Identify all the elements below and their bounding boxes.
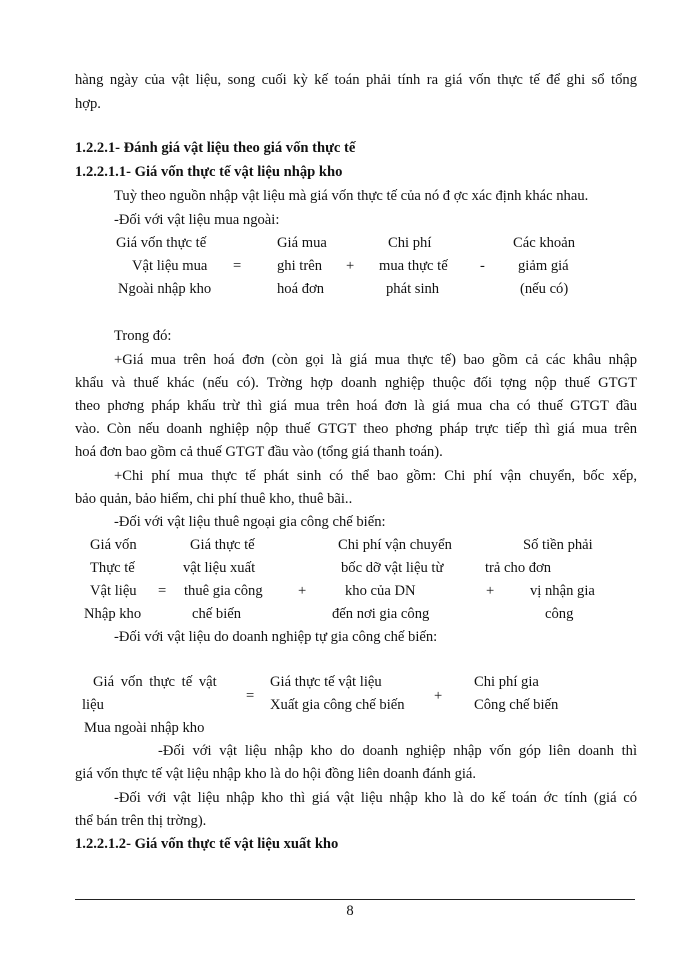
formula-cell: công [545,606,574,622]
formula-cell: Giá thực tế vật liệu [270,674,382,690]
formula-cell: Vật liệu [90,583,137,599]
formula-cell: vật liệu xuất [183,560,256,576]
formula-cell: thuê gia công [184,583,263,599]
formula-cell: Giá mua [277,235,327,251]
section-heading: 1.2.2.1- Đánh giá vật liệu theo giá vốn thực tế [75,140,356,156]
paragraph-line: giá vốn thực tế vật liệu nhập kho là do hội đồng liên doanh đánh giá. [75,766,477,782]
formula-cell: trả cho đơn [485,560,552,576]
paragraph-line: khẩu và thuế khác (nếu có). Trờng hợp doanh nghiệp thuộc đối tợng nộp thuế GTGT [75,375,637,391]
subsection-heading: 1.2.2.1.2- Giá vốn thực tế vật liệu xuất kho [75,836,339,852]
subsection-heading: 1.2.2.1.1- Giá vốn thực tế vật liệu nhập kho [75,164,343,180]
formula-cell: Chi phí gia [474,674,539,690]
equals-sign: = [233,258,242,274]
mua-ngoai-label: -Đối với vật liệu mua ngoài: [114,212,280,228]
formula-cell: Số tiền phải [523,537,593,553]
intro-line-2: hợp. [75,96,101,112]
formula-cell: chế biến [192,606,242,622]
formula-cell: Ngoài nhập kho [118,281,212,297]
formula-cell: Vật liệu mua [132,258,208,274]
formula-cell: phát sinh [386,281,440,297]
formula-cell: Giá vốn [90,537,137,553]
formula-cell: Chi phí [388,235,432,251]
formula-cell: liệu [82,697,104,713]
formula-cell: Chi phí vận chuyển [338,537,452,553]
tu-gia-cong-label: -Đối với vật liệu do doanh nghiệp tự gia công chế biến: [114,629,438,645]
equals-sign: = [246,688,255,704]
plus-sign: + [434,688,443,704]
formula-cell: Giá thực tế [190,537,255,553]
formula-cell: Mua ngoài nhập kho [84,720,205,736]
plus-sign: + [486,583,495,599]
formula-cell: Các khoản [513,235,576,251]
formula-cell: bốc dỡ vật liệu từ [341,560,444,576]
paragraph-line: -Đối với vật liệu nhập kho do doanh nghiệp nhập vốn góp liên doanh thì [158,743,637,759]
paragraph-nguon-nhap: Tuỳ theo nguồn nhập vật liệu mà giá vốn thực tế của nó đ ợc xác định khác nhau. [114,188,589,204]
paragraph-line: bảo quản, bảo hiểm, chi phí thuê kho, thuê bãi.. [75,491,353,507]
paragraph-line: +Giá mua trên hoá đơn (còn gọi là giá mua thực tế) bao gồm cả các khâu nhập [114,352,637,368]
formula-cell: hoá đơn [277,281,325,297]
trong-do-label: Trong đó: [114,328,172,344]
formula-cell: vị nhận gia [530,583,595,599]
formula-cell: ghi trên [277,258,322,274]
minus-sign: - [480,258,485,274]
formula-cell: Công chế biến [474,697,559,713]
formula-cell: Giá vốn thực tế vật [93,674,217,690]
equals-sign: = [158,583,167,599]
thue-ngoai-label: -Đối với vật liệu thuê ngoại gia công chế biến: [114,514,386,530]
formula-cell: kho của DN [345,583,416,599]
page-number: 8 [346,903,354,919]
paragraph-line: vào. Còn nếu doanh nghiệp nộp thuế GTGT theo phơng pháp trực tiếp thì giá mua trên [75,421,637,437]
paragraph-line: thể bán trên thị trờng). [75,813,207,829]
formula-cell: Xuất gia công chế biến [270,697,405,713]
plus-sign: + [298,583,307,599]
formula-cell: mua thực tế [379,258,448,274]
formula-cell: đến nơi gia công [332,606,430,622]
plus-sign: + [346,258,355,274]
formula-cell: Thực tế [90,560,135,576]
formula-cell: Nhập kho [84,606,142,622]
paragraph-line: theo phơng pháp khấu trừ thì giá mua trên hoá đơn là giá mua cha có thuế GTGT đầu [75,398,637,414]
paragraph-line: hoá đơn bao gồm cả thuế GTGT đầu vào (tổng giá thanh toán). [75,444,443,460]
paragraph-line: +Chi phí mua thực tế phát sinh có thể bao gồm: Chi phí vận chuyển, bốc xếp, [114,468,637,484]
formula-cell: Giá vốn thực tế [116,235,207,251]
footer-divider [75,899,635,900]
intro-line-1: hàng ngày của vật liệu, song cuối kỳ kế toán phải tính ra giá vốn thực tế để ghi sổ tổng [75,72,637,88]
paragraph-line: -Đối với vật liệu nhập kho thì giá vật liệu nhập kho là do kế toán ớc tính (giá có [114,790,637,806]
formula-cell: (nếu có) [520,281,569,297]
formula-cell: giảm giá [518,258,569,274]
